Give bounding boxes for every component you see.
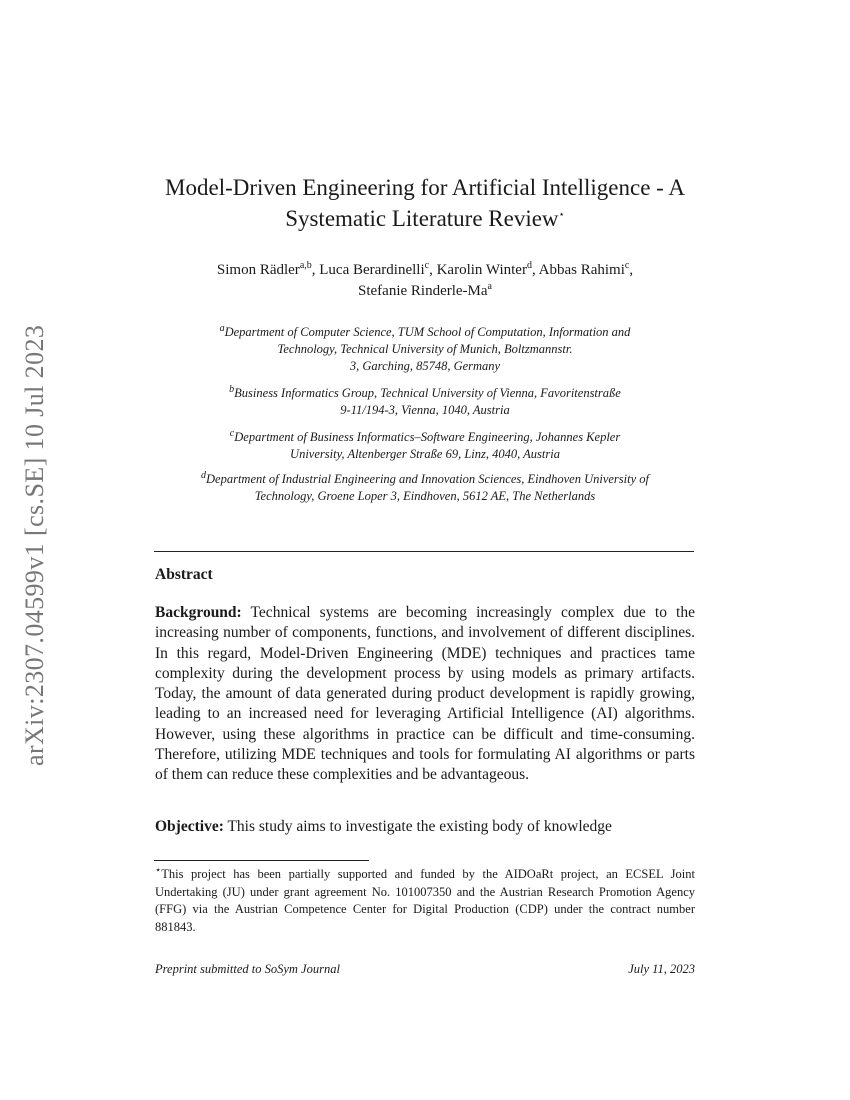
author-affil-mark: c (624, 260, 630, 271)
affiliation-line: 9-11/194-3, Vienna, 1040, Austria (340, 403, 510, 417)
affiliation-mark: a (219, 322, 225, 334)
footnote-mark: ⋆ (155, 864, 162, 876)
author-name: Luca Berardinelli (319, 262, 425, 278)
footer-journal: Preprint submitted to SoSym Journal (155, 962, 340, 976)
abstract-top-rule (154, 551, 694, 552)
author-name: Stefanie Rinderle-Ma (358, 283, 488, 299)
author-separator: , (429, 262, 437, 278)
author-name: Simon Rädler (216, 262, 300, 278)
affiliation-a (150, 324, 700, 375)
affiliation-mark: c (229, 427, 235, 439)
author-affil-mark: a,b (299, 260, 312, 271)
author-affil-mark: c (424, 260, 430, 271)
author-separator: , (629, 262, 634, 278)
author-name: Karolin Winter (436, 262, 527, 278)
title-footnote-mark: ⋆ (558, 209, 565, 221)
affiliation-line: Department of Industrial Engineering and Innovation Sciences, Eindhoven University of (206, 472, 649, 486)
affiliation-line: University, Altenberger Straße 69, Linz, 4040, Austria (290, 447, 560, 461)
author-separator: , (311, 262, 320, 278)
title-line-2: Systematic Literature Review (285, 206, 559, 231)
background-label: Background: (155, 604, 242, 621)
footer-date: July 11, 2023 (628, 962, 695, 976)
footnote-text: This project has been partially supported and funded by the AIDOaRt project, an ECSEL Joint Undertaking (JU) under grant agreement No. 101007350 and the Austrian Research Promotion Agency (FFG) via the Austrian Competence Center for Digital Production (CDP) under the contract number 881843. (155, 867, 695, 934)
author-affil-mark: a (487, 281, 492, 292)
arxiv-identifier: arXiv:2307.04599v1 [cs.SE] 10 Jul 2023 (20, 324, 49, 766)
affiliation-line: Technology, Technical University of Munich, Boltzmannstr. (277, 342, 573, 356)
background-text: Technical systems are becoming increasingly complex due to the increasing number of components, functions, and involvement of different disciplines. In this regard, Model-Driven Engineering (MDE) techniques and practices tame complexity during the development process by using models as primary artifacts. Today, the amount of data generated during product development is rapidly growing, leading to an increased need for leveraging Artificial Intelligence (AI) algorithms. However, using these algorithms in practice can be difficult and time-consuming. Therefore, utilizing MDE techniques and tools for formulating AI algorithms or parts of them can reduce these complexities and be advantageous. (155, 604, 695, 784)
affiliation-line: Technology, Groene Loper 3, Eindhoven, 5612 AE, The Netherlands (254, 489, 596, 503)
affiliation-line: 3, Garching, 85748, Germany (349, 359, 501, 373)
abstract-objective-paragraph (155, 817, 695, 837)
affiliation-c (150, 429, 700, 463)
title-line-1: Model-Driven Engineering for Artificial Intelligence - A (165, 175, 685, 200)
paper-title (150, 172, 700, 234)
affiliation-d (150, 471, 700, 505)
objective-label: Objective: (155, 818, 224, 835)
affiliation-line: Department of Business Informatics–Software Engineering, Johannes Kepler (234, 430, 621, 444)
author-separator: , (531, 262, 539, 278)
author-list (150, 260, 700, 302)
abstract-heading: Abstract (155, 566, 213, 583)
footnote-rule (154, 860, 369, 861)
affiliation-b (150, 385, 700, 419)
abstract-background-paragraph (155, 603, 695, 786)
affiliation-line: Business Informatics Group, Technical University of Vienna, Favoritenstraße (234, 386, 621, 400)
author-name: Abbas Rahimi (538, 262, 625, 278)
affiliation-line: Department of Computer Science, TUM School of Computation, Information and (224, 325, 631, 339)
objective-text: This study aims to investigate the existing body of knowledge (227, 818, 612, 835)
author-affil-mark: d (526, 260, 532, 271)
affiliation-mark: b (229, 383, 235, 395)
affiliation-mark: d (201, 469, 207, 481)
footnote (155, 866, 695, 936)
